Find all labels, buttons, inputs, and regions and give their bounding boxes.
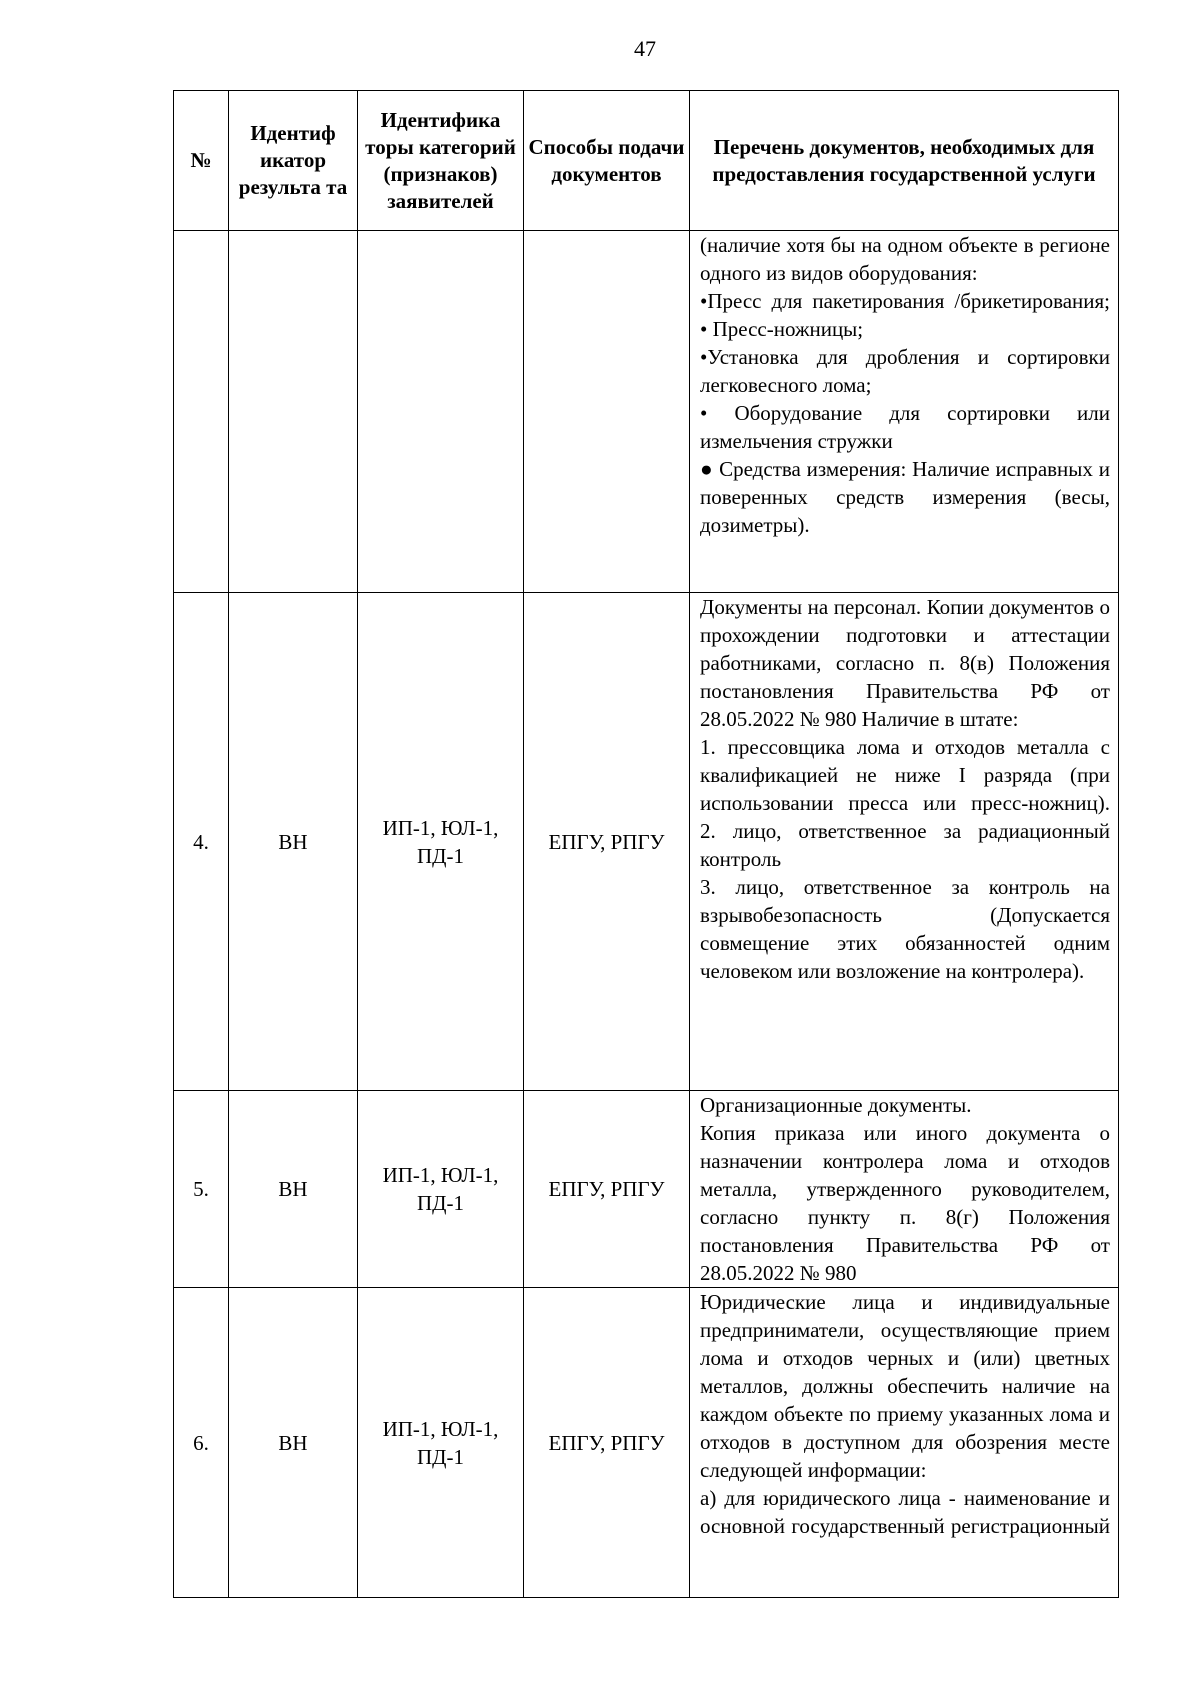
document-paragraph: 1. прессовщика лома и отходов металла с квалификацией не ниже I разряда (при использовании пресса или пресс-ножниц). bbox=[700, 735, 1110, 815]
result-id-cell: ВН bbox=[229, 1091, 358, 1288]
applicant-ids-cell bbox=[358, 231, 524, 593]
result-id-cell: ВН bbox=[229, 593, 358, 1091]
table-row bbox=[174, 231, 1119, 593]
document-paragraph: •Пресс для пакетирования /брикетирования; bbox=[700, 289, 1110, 313]
document-paragraph: (наличие хотя бы на одном объекте в регионе одного из видов оборудования: bbox=[700, 233, 1110, 285]
header-applicant-ids: Идентифика торы категорий (признаков) заявителей bbox=[358, 91, 524, 231]
table-row bbox=[174, 593, 1119, 1091]
documents-cell bbox=[690, 231, 1119, 593]
document-paragraph: Копия приказа или иного документа о назначении контролера лома и отходов металла, утвержденного руководителем, согласно пункту п. 8(г) Положения постановления Правительства РФ от 28.05.2022 № 980 bbox=[700, 1121, 1110, 1285]
row-number: 6. bbox=[174, 1288, 229, 1598]
methods-cell bbox=[524, 231, 690, 593]
result-id-cell bbox=[229, 231, 358, 593]
document-paragraph: • Оборудование для сортировки или измельчения стружки bbox=[700, 401, 1110, 453]
applicant-ids-cell: ИП-1, ЮЛ-1, ПД-1 bbox=[358, 593, 524, 1091]
table-row bbox=[174, 1288, 1119, 1598]
document-paragraph: Организационные документы. bbox=[700, 1093, 972, 1117]
document-paragraph: Юридические лица и индивидуальные предприниматели, осуществляющие прием лома и отходов черных и (или) цветных металлов, должны обеспечить наличие на каждом объекте по приему указанных лома и отходов в доступном для обозрения месте следующей информации: bbox=[700, 1290, 1110, 1482]
row-number bbox=[174, 231, 229, 593]
document-paragraph: 3. лицо, ответственное за контроль на взрывобезопасность (Допускается совмещение этих обязанностей одним человеком или возложение на контролера). bbox=[700, 875, 1110, 983]
methods-cell: ЕПГУ, РПГУ bbox=[524, 593, 690, 1091]
methods-cell: ЕПГУ, РПГУ bbox=[524, 1288, 690, 1598]
header-result-id: Идентиф икатор результа та bbox=[229, 91, 358, 231]
table-row bbox=[174, 1091, 1119, 1288]
documents-table bbox=[173, 90, 1119, 1598]
documents-cell bbox=[690, 1288, 1119, 1598]
row-number: 5. bbox=[174, 1091, 229, 1288]
documents-cell bbox=[690, 1091, 1119, 1288]
document-paragraph: ● Средства измерения: Наличие исправных и поверенных средств измерения (весы, дозиметры). bbox=[700, 457, 1110, 537]
header-submission-methods: Способы подачи документов bbox=[524, 91, 690, 231]
row-number: 4. bbox=[174, 593, 229, 1091]
document-paragraph: •Установка для дробления и сортировки легковесного лома; bbox=[700, 345, 1110, 397]
methods-cell: ЕПГУ, РПГУ bbox=[524, 1091, 690, 1288]
documents-cell bbox=[690, 593, 1119, 1091]
document-paragraph: а) для юридического лица - наименование и основной государственный регистрационный bbox=[700, 1486, 1110, 1538]
header-number: № bbox=[174, 91, 229, 231]
table-header-row bbox=[174, 91, 1119, 231]
applicant-ids-cell: ИП-1, ЮЛ-1, ПД-1 bbox=[358, 1288, 524, 1598]
document-paragraph: Документы на персонал. Копии документов о прохождении подготовки и аттестации работниками, согласно п. 8(в) Положения постановления Правительства РФ от 28.05.2022 № 980 Наличие в штате: bbox=[700, 595, 1110, 731]
header-documents-list: Перечень документов, необходимых для предоставления государственной услуги bbox=[690, 91, 1119, 231]
page-number: 47 bbox=[634, 36, 656, 61]
document-paragraph: • Пресс-ножницы; bbox=[700, 317, 864, 341]
document-paragraph: 2. лицо, ответственное за радиационный контроль bbox=[700, 819, 1110, 871]
applicant-ids-cell: ИП-1, ЮЛ-1, ПД-1 bbox=[358, 1091, 524, 1288]
result-id-cell: ВН bbox=[229, 1288, 358, 1598]
